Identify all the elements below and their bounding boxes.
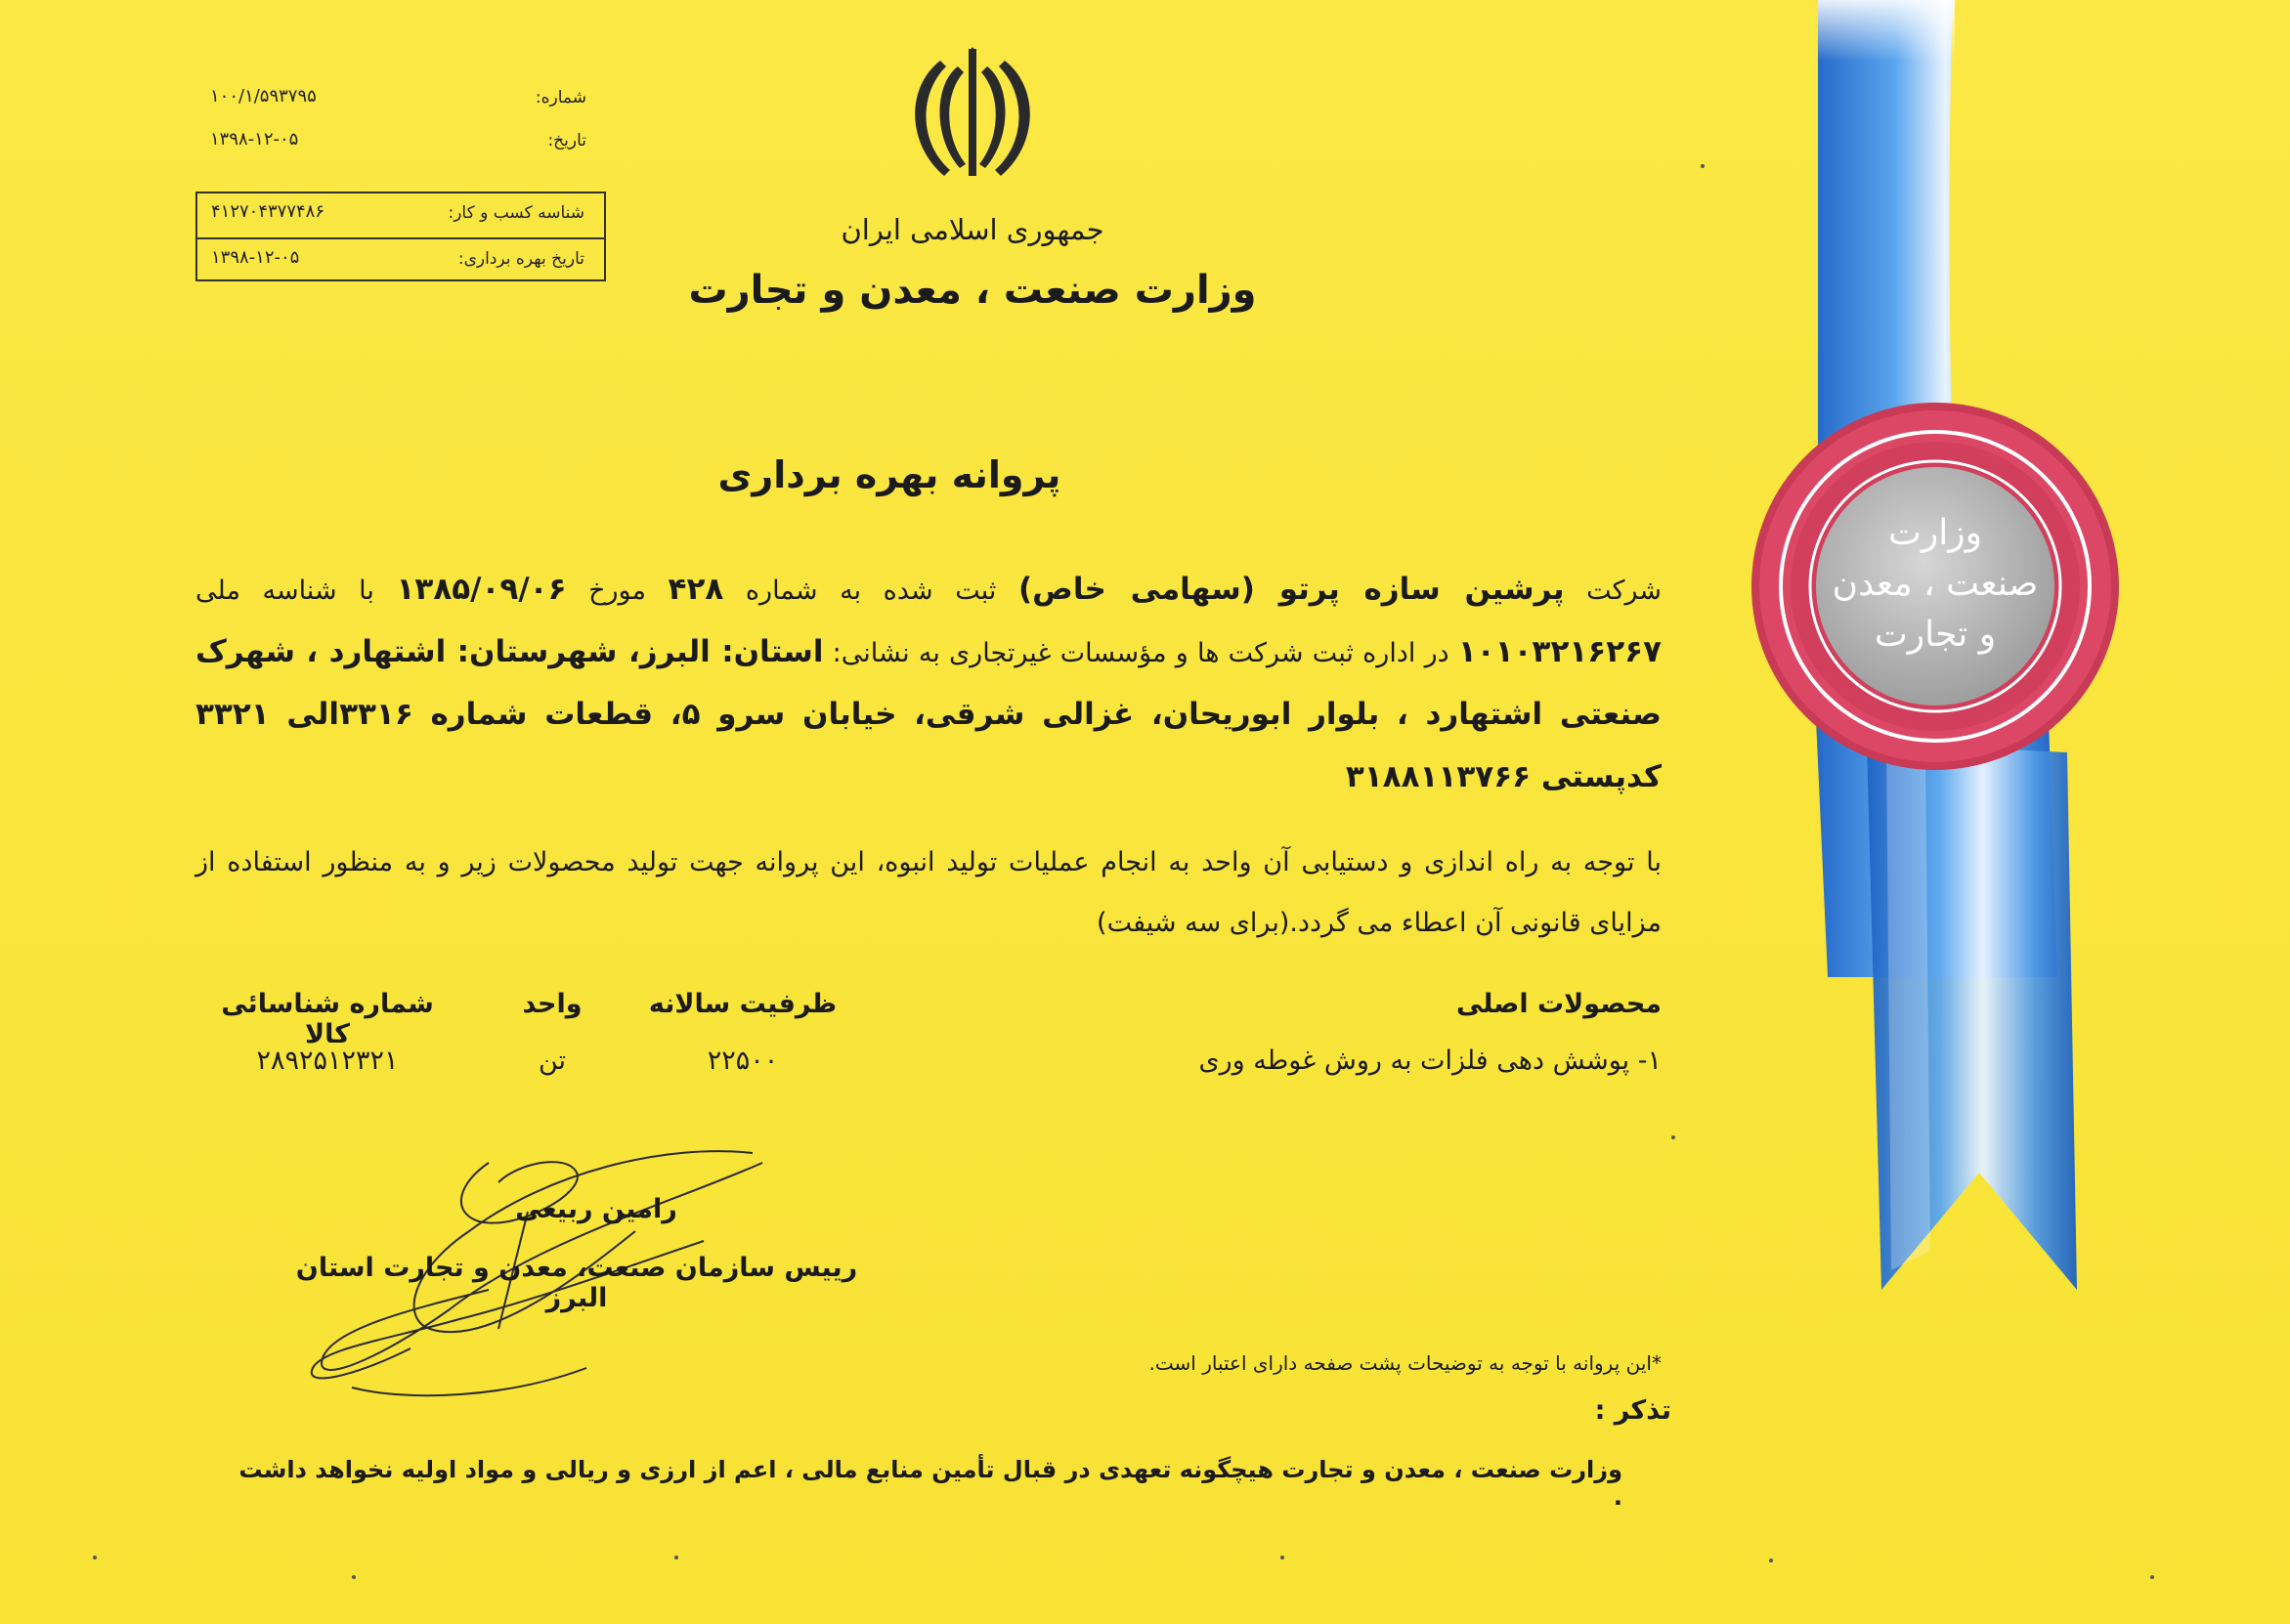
product-code: ۲۸۹۲۵۱۲۳۲۱ — [256, 1046, 399, 1076]
decor-dot — [352, 1575, 356, 1579]
company-address: استان: البرز، شهرستان: اشتهارد ، شهرک صنعتی اشتهارد ، بلوار ابوریحان، غزالی شرقی، خیابان سرو ۵، قطعات شماره ۳۳۱۶الی ۳۳۲۱ کدپستی ۳۱۸۸۱۱۳۷۶۶ — [195, 634, 1663, 794]
business-id-label: شناسه کسب و کار: — [448, 203, 584, 223]
seal-text — [1816, 508, 2054, 661]
republic-title: جمهوری اسلامی ایران — [841, 213, 1104, 246]
decor-dot — [1671, 1135, 1675, 1139]
p1-a: شرکت — [1564, 576, 1662, 606]
p1-c: مورخ — [566, 576, 669, 606]
registration-paragraph — [195, 559, 1662, 809]
remark-title: تذکر : — [1594, 1395, 1671, 1426]
operation-date-label: تاریخ بهره برداری: — [457, 249, 584, 269]
iran-emblem-icon — [899, 39, 1046, 186]
document-title: پروانه بهره برداری — [717, 453, 1061, 496]
p1-d: با شناسه ملی — [195, 576, 397, 606]
seal-line-1: وزارت — [1887, 513, 1983, 553]
decor-dot — [2150, 1575, 2154, 1579]
decor-dot — [1769, 1559, 1773, 1562]
registration-number: ۴۲۸ — [668, 572, 724, 607]
date-value: ۱۳۹۸-۱۲-۰۵ — [210, 129, 299, 150]
product-unit: تن — [538, 1046, 567, 1076]
ministry-title: وزارت صنعت ، معدن و تجارت — [688, 268, 1257, 313]
business-id-value: ۴۱۲۷۰۴۳۷۷۴۸۶ — [211, 201, 325, 222]
company-name: پرشین سازه پرتو (سهامی خاص) — [1017, 572, 1565, 607]
decor-dot — [674, 1556, 678, 1560]
p1-e: در اداره ثبت شرکت ها و مؤسسات غیرتجاری به نشانی: — [823, 638, 1458, 668]
date-label: تاریخ: — [547, 131, 586, 150]
national-id: ۱۰۱۰۳۲۱۶۲۶۷ — [1457, 634, 1662, 669]
col-capacity-header: ظرفیت سالانه — [648, 989, 838, 1019]
decor-dot — [93, 1556, 97, 1560]
grant-paragraph: با توجه به راه اندازی و دستیابی آن واحد به انجام عملیات تولید انبوه، این پروانه جهت تولید محصولات زیر و به منظور استفاده از مزایای قانونی آن اعطاء می گردد.(برای سه شیفت) — [195, 847, 1662, 938]
registration-date: ۱۳۸۵/۰۹/۰۶ — [396, 572, 567, 607]
seal-line-3: و تجارت — [1874, 615, 1997, 655]
validity-note: *این پروانه با توجه به توضیحات پشت صفحه دارای اعتبار است. — [1148, 1351, 1662, 1375]
col-code-header: شماره شناسائی کالا — [221, 989, 434, 1049]
col-product-header: محصولات اصلی — [1455, 989, 1662, 1019]
number-label: شماره: — [535, 88, 586, 107]
decor-dot — [1701, 164, 1705, 168]
remark-text: وزارت صنعت ، معدن و تجارت هیچگونه تعهدی در قبال تأمین منابع مالی ، اعم از ارزی و ریالی و مواد اولیه نخواهد داشت . — [238, 1456, 1622, 1511]
product-name: ۱- پوشش دهی فلزات به روش غوطه وری — [1198, 1046, 1662, 1076]
seal-line-2: صنعت ، معدن — [1832, 564, 2039, 604]
signatory-name: رامین ربیعی — [515, 1194, 677, 1224]
number-value: ۱۰۰/۱/۵۹۳۷۹۵ — [210, 86, 317, 107]
product-capacity: ۲۲۵۰۰ — [707, 1046, 779, 1076]
business-info-box — [195, 192, 606, 281]
decor-dot — [1280, 1556, 1284, 1560]
operation-date-value: ۱۳۹۸-۱۲-۰۵ — [211, 247, 300, 268]
signatory-title: رییس سازمان صنعت، معدن و تجارت استان البرز — [295, 1253, 858, 1313]
col-unit-header: واحد — [522, 989, 583, 1019]
p1-b: ثبت شده به شماره — [723, 576, 1018, 606]
